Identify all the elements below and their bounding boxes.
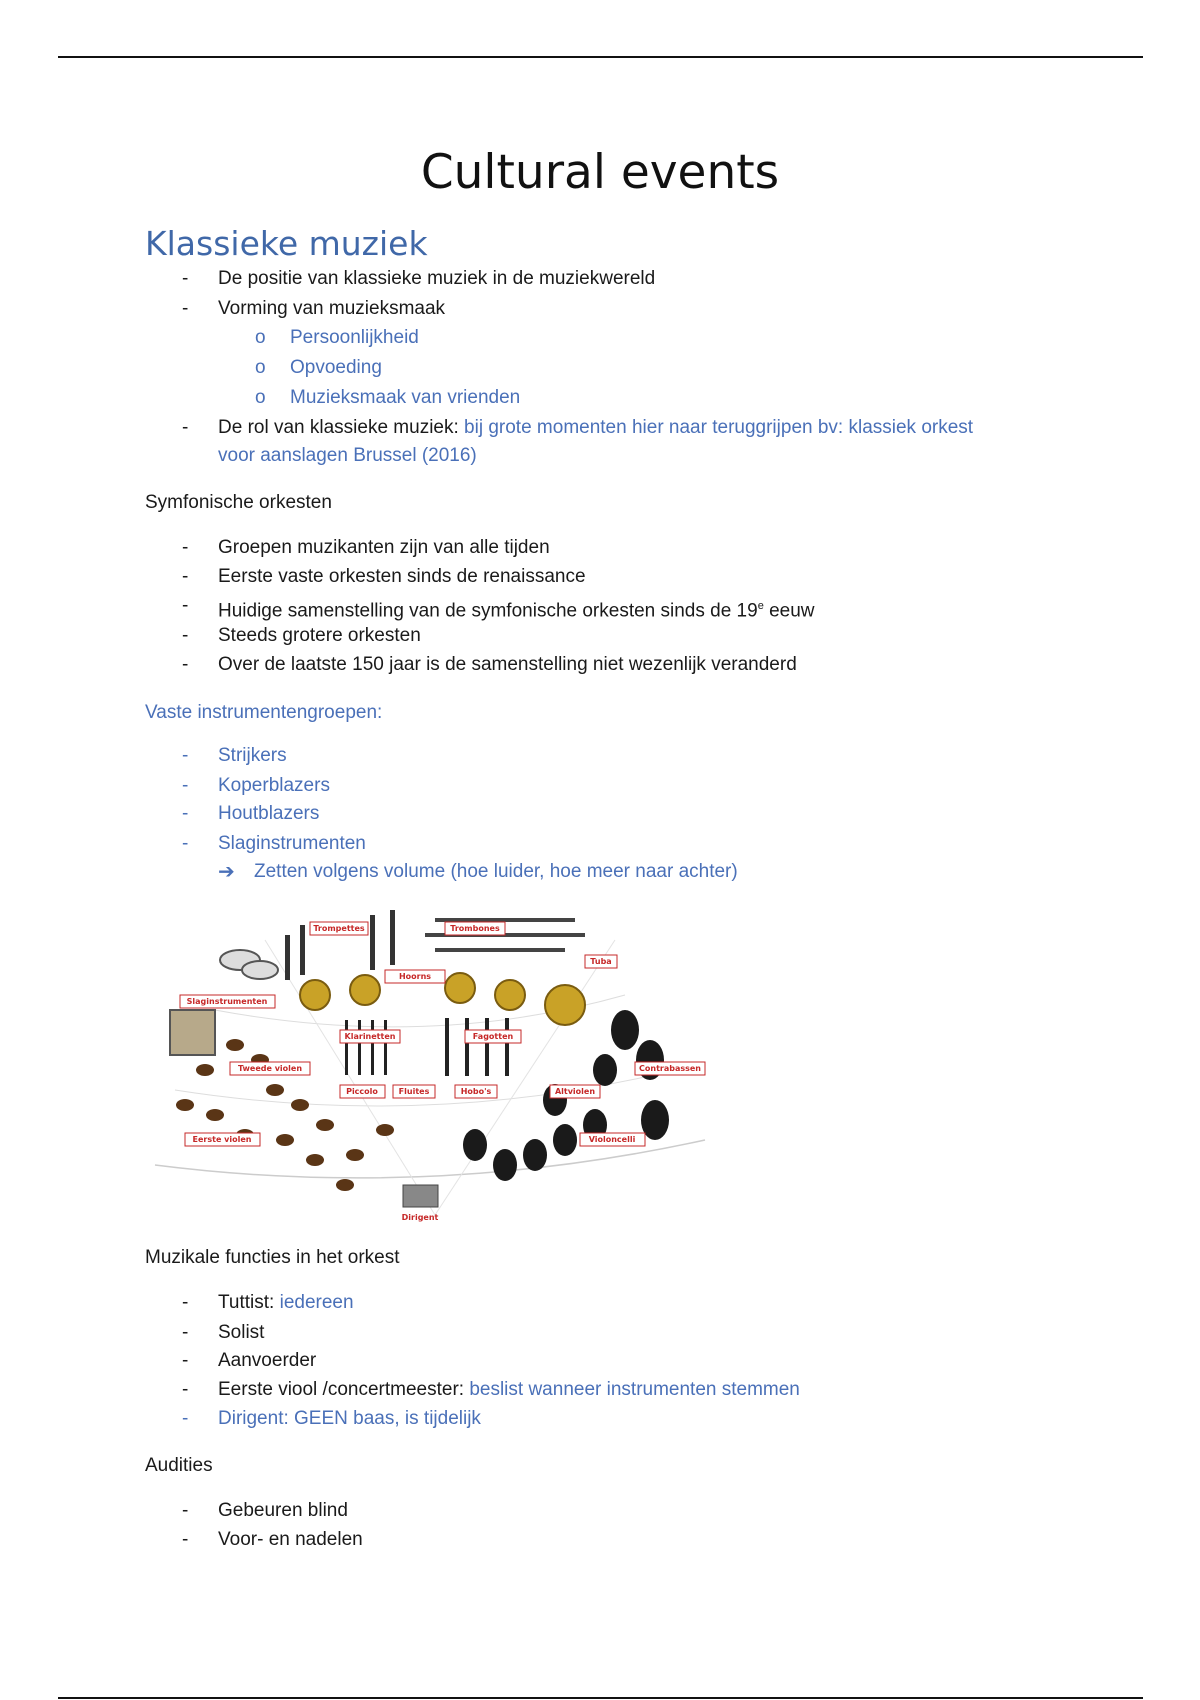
list-bullet: -: [182, 268, 189, 289]
subsection-title: Symfonische orkesten: [145, 492, 332, 513]
label-hobos: Hobo's: [460, 1087, 492, 1096]
function-value: iedereen: [279, 1292, 354, 1313]
label-dirigent: Dirigent: [401, 1213, 439, 1222]
label-tweede-violen: Tweede violen: [237, 1064, 303, 1073]
list-item: Aanvoerder: [218, 1350, 317, 1371]
label-tuba: Tuba: [590, 957, 612, 966]
list-bullet: -: [182, 537, 189, 558]
list-item: Strijkers: [218, 745, 287, 766]
label-slaginstrumenten: Slaginstrumenten: [186, 997, 268, 1006]
superscript: e: [757, 600, 764, 612]
label-klarinetten: Klarinetten: [344, 1032, 396, 1041]
role-text: bij grote momenten hier naar teruggrijpen bv: klassiek orkest: [464, 417, 974, 438]
function-label: Tuttist:: [218, 1292, 275, 1313]
sub-list-item: Persoonlijkheid: [290, 327, 419, 348]
label-fagotten: Fagotten: [472, 1032, 514, 1041]
list-item: Solist: [218, 1322, 265, 1343]
list-bullet: -: [182, 417, 189, 438]
list-bullet: -: [182, 803, 189, 824]
list-bullet: -: [182, 833, 189, 854]
function-value: beslist wanneer instrumenten stemmen: [469, 1379, 800, 1400]
list-item: Eerste vaste orkesten sinds de renaissance: [218, 566, 586, 587]
list-item: Gebeuren blind: [218, 1500, 348, 1521]
orchestra-seating-diagram: [145, 900, 715, 1225]
list-bullet: -: [182, 595, 189, 616]
function-label: Eerste viool /concertmeester:: [218, 1379, 465, 1400]
list-item: [218, 1377, 800, 1403]
label-fluites: Fluites: [398, 1087, 430, 1096]
sub-bullet: o: [255, 387, 266, 408]
list-item: [218, 593, 815, 624]
subsection-title: Audities: [145, 1455, 213, 1476]
list-bullet: -: [182, 1322, 189, 1343]
list-bullet: -: [182, 1379, 189, 1400]
list-item: Koperblazers: [218, 775, 330, 796]
page-title: Cultural events: [420, 145, 780, 200]
arrow-right-icon: ➔: [218, 861, 235, 883]
role-text-continued: voor aanslagen Brussel (2016): [218, 445, 477, 466]
label-trompettes: Trompettes: [313, 924, 365, 933]
label-piccolo: Piccolo: [346, 1087, 378, 1096]
subsection-title: Muzikale functies in het orkest: [145, 1247, 400, 1268]
label-violoncelli: Violoncelli: [588, 1135, 636, 1144]
list-bullet: -: [182, 654, 189, 675]
list-item-tail: eeuw: [763, 600, 815, 622]
list-item: Over de laatste 150 jaar is de samenstelling niet wezenlijk veranderd: [218, 654, 797, 675]
label-contrabassen: Contrabassen: [639, 1064, 701, 1073]
role-label: De rol van klassieke muziek:: [218, 417, 459, 438]
list-bullet: -: [182, 1292, 189, 1313]
list-item-text: Huidige samenstelling van de symfonische orkesten sinds de 19: [218, 600, 758, 622]
list-bullet: -: [182, 1500, 189, 1521]
list-bullet: -: [182, 1529, 189, 1550]
subsection-title: Vaste instrumentengroepen:: [145, 702, 383, 723]
header-rule: [58, 56, 1143, 58]
label-hoorns: Hoorns: [398, 972, 432, 981]
footer-rule: [58, 1697, 1143, 1699]
label-trombones: Trombones: [450, 924, 500, 933]
list-bullet: -: [182, 1350, 189, 1371]
list-bullet: -: [182, 566, 189, 587]
list-bullet: -: [182, 625, 189, 646]
list-item: Vorming van muzieksmaak: [218, 298, 446, 319]
list-bullet: -: [182, 1408, 189, 1429]
sub-list-item: Opvoeding: [290, 357, 382, 378]
section-heading: Klassieke muziek: [145, 224, 428, 263]
list-item: [218, 415, 973, 441]
list-item: [218, 1290, 354, 1316]
list-item: Slaginstrumenten: [218, 833, 366, 854]
list-item: Voor- en nadelen: [218, 1529, 363, 1550]
list-item: Steeds grotere orkesten: [218, 625, 421, 646]
list-item: De positie van klassieke muziek in de muziekwereld: [218, 268, 656, 289]
sub-bullet: o: [255, 327, 266, 348]
sub-list-item: Muzieksmaak van vrienden: [290, 387, 521, 408]
list-bullet: -: [182, 745, 189, 766]
list-item: Groepen muzikanten zijn van alle tijden: [218, 537, 550, 558]
list-bullet: -: [182, 775, 189, 796]
label-eerste-violen: Eerste violen: [192, 1135, 252, 1144]
label-altviolen: Altviolen: [554, 1087, 596, 1096]
sub-bullet: o: [255, 357, 266, 378]
list-item: Houtblazers: [218, 803, 320, 824]
note-text: Zetten volgens volume (hoe luider, hoe meer naar achter): [254, 861, 738, 882]
list-item: Dirigent: GEEN baas, is tijdelijk: [218, 1408, 481, 1429]
list-bullet: -: [182, 298, 189, 319]
